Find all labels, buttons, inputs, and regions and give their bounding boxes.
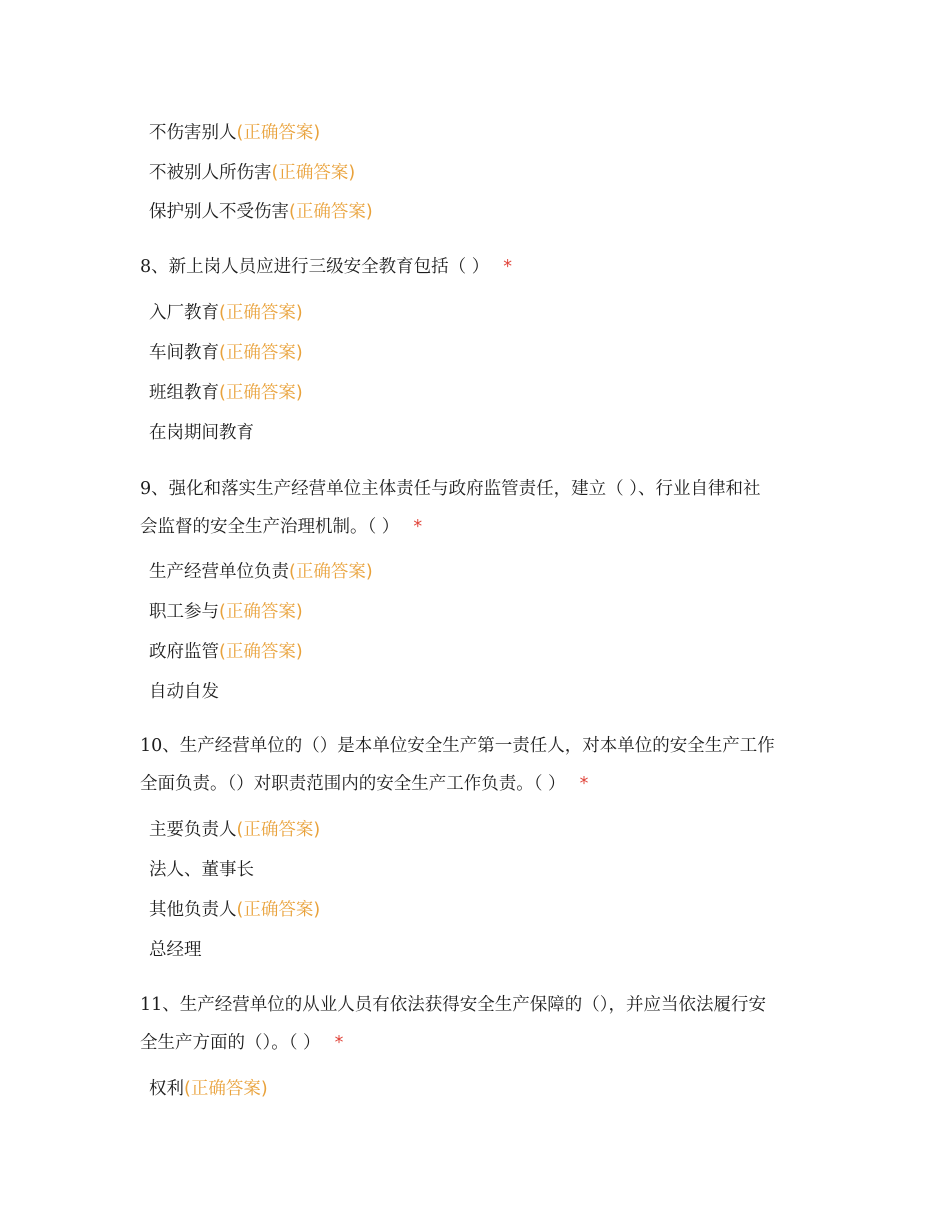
option-label: 法人、董事长 [149,860,254,880]
q7-option-2[interactable] [149,160,355,186]
option-label: 政府监管 [149,642,219,662]
q9-option-1[interactable] [149,559,373,585]
correct-answer-tag: (正确答案) [219,642,303,662]
correct-answer-tag: (正确答案) [236,820,321,840]
question-number: 11、 [140,995,180,1015]
q7-option-1[interactable] [149,120,320,146]
question-text: 生产经营单位的（）是本单位安全生产第一责任人，对本单位的安全生产工作 [179,736,775,756]
q9-option-3[interactable] [149,639,303,665]
q8-option-4[interactable] [149,420,254,446]
correct-answer-tag: (正确答案) [236,900,321,920]
option-label: 主要负责人 [149,820,237,840]
required-mark: * [503,257,512,277]
question-number: 10、 [140,736,180,756]
option-label: 自动自发 [149,682,219,702]
option-label: 班组教育 [149,383,219,403]
option-label: 车间教育 [149,343,219,363]
question-line-1 [140,470,820,508]
option-label: 总经理 [149,940,202,960]
q8-option-1[interactable] [149,300,303,326]
option-label: 在岗期间教育 [149,423,254,443]
q10-option-3[interactable] [149,897,320,923]
option-label: 不伤害别人 [149,123,237,143]
correct-answer-tag: (正确答案) [289,562,373,582]
question-11 [140,986,820,1062]
correct-answer-tag: (正确答案) [184,1079,268,1099]
question-10 [140,727,820,803]
required-mark: * [579,774,589,794]
q11-option-1[interactable] [149,1076,268,1102]
q7-option-3[interactable] [149,199,373,225]
option-label: 职工参与 [149,602,219,622]
correct-answer-tag: (正确答案) [219,343,303,363]
q10-option-1[interactable] [149,817,320,843]
q10-option-4[interactable] [149,937,202,963]
question-number: 9、 [140,479,169,499]
q9-option-2[interactable] [149,599,303,625]
question-text: 强化和落实生产经营单位主体责任与政府监管责任，建立（ ）、行业自律和社 [168,479,761,499]
q8-option-3[interactable] [149,380,303,406]
question-text: 新上岗人员应进行三级安全教育包括（ ） [168,257,490,277]
option-label: 其他负责人 [149,900,237,920]
correct-answer-tag: (正确答案) [271,163,356,183]
question-text: 全面负责。（）对职责范围内的安全生产工作负责。（ ） [140,774,566,794]
question-text: 全生产方面的（）。（ ） [140,1033,321,1053]
q10-option-2[interactable] [149,857,254,883]
option-label: 保护别人不受伤害 [149,202,289,222]
correct-answer-tag: (正确答案) [236,123,321,143]
correct-answer-tag: (正确答案) [219,303,303,323]
required-mark: * [334,1033,344,1053]
correct-answer-tag: (正确答案) [289,202,373,222]
question-text: 会监督的安全生产治理机制。（ ） [140,517,400,537]
question-line-2 [140,765,820,803]
question-number: 8、 [140,257,169,277]
option-label: 生产经营单位负责 [149,562,289,582]
question-line-1 [140,986,820,1024]
correct-answer-tag: (正确答案) [219,602,303,622]
required-mark: * [413,517,423,537]
q8-option-2[interactable] [149,340,303,366]
question-text: 生产经营单位的从业人员有依法获得安全生产保障的（），并应当依法履行安 [179,995,767,1015]
correct-answer-tag: (正确答案) [219,383,303,403]
q9-option-4[interactable] [149,679,219,705]
option-label: 权利 [149,1079,184,1099]
question-8 [140,248,820,286]
question-line-1 [140,727,820,765]
option-label: 入厂教育 [149,303,219,323]
question-line-2 [140,1024,820,1062]
question-9 [140,470,820,546]
question-line-2 [140,508,820,546]
option-label: 不被别人所伤害 [149,163,272,183]
